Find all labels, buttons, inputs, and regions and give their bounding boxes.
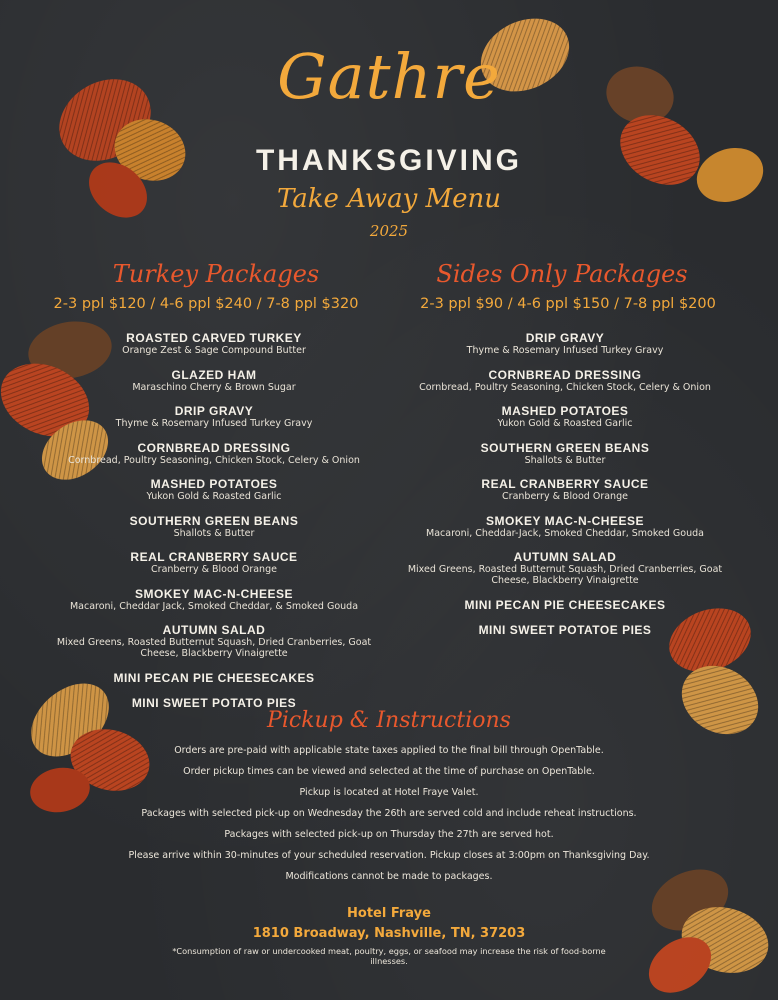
menu-item xyxy=(395,369,735,393)
menu-item xyxy=(395,515,735,539)
menu-item-name: CORNBREAD DRESSING xyxy=(488,367,642,382)
sides-packages-list xyxy=(395,332,735,650)
menu-item-description: Mixed Greens, Roasted Butternut Squash, Dried Cranberries, Goat Cheese, Blackberry Vinaigrette xyxy=(56,637,372,659)
menu-item-description: Yukon Gold & Roasted Garlic xyxy=(146,491,282,502)
menu-item-name: MINI SWEET POTATO PIES xyxy=(131,696,297,710)
sides-packages-heading: Sides Only Packages xyxy=(436,260,688,288)
menu-item-description: Macaroni, Cheddar Jack, Smoked Cheddar, & Smoked Gouda xyxy=(69,600,359,612)
instruction-line: Orders are pre-paid with applicable state taxes applied to the final bill through OpenTable. xyxy=(174,745,604,756)
menu-item xyxy=(44,515,384,539)
menu-item-description: Orange Zest & Sage Compound Butter xyxy=(122,345,306,356)
menu-item-name: SMOKEY MAC-N-CHEESE xyxy=(135,586,293,601)
menu-item xyxy=(44,442,384,466)
menu-item-description: Cornbread, Poultry Seasoning, Chicken Stock, Celery & Onion xyxy=(419,381,711,393)
menu-item xyxy=(395,599,735,612)
instruction-line: Order pickup times can be viewed and selected at the time of purchase on OpenTable. xyxy=(183,766,595,777)
menu-item-description: Yukon Gold & Roasted Garlic xyxy=(497,418,633,429)
menu-item xyxy=(395,405,735,429)
menu-item-name: MASHED POTATOES xyxy=(150,477,278,491)
menu-item xyxy=(44,332,384,356)
page-title: THANKSGIVING xyxy=(255,144,522,177)
menu-item-description: Maraschino Cherry & Brown Sugar xyxy=(132,381,296,393)
menu-item-name: MINI SWEET POTATOE PIES xyxy=(478,623,652,637)
menu-item-description: Cranberry & Blood Orange xyxy=(151,564,277,575)
menu-item-description: Cornbread, Poultry Seasoning, Chicken Stock, Celery & Onion xyxy=(68,454,360,466)
menu-item-name: AUTUMN SALAD xyxy=(513,550,617,564)
menu-item xyxy=(44,551,384,575)
menu-item xyxy=(395,442,735,466)
menu-item-name: REAL CRANBERRY SAUCE xyxy=(481,477,649,491)
brand-logo: Gathre xyxy=(277,40,501,113)
instruction-line: Please arrive within 30-minutes of your scheduled reservation. Pickup closes at 3:00pm on Thanksgiving Day. xyxy=(128,850,650,861)
instruction-line: Packages with selected pick-up on Wednesday the 26th are served cold and include reheat instructions. xyxy=(141,808,637,819)
sides-packages-pricing: 2-3 ppl $90 / 4-6 ppl $150 / 7-8 ppl $200 xyxy=(420,296,716,312)
menu-item xyxy=(395,332,735,356)
menu-item-name: SMOKEY MAC-N-CHEESE xyxy=(486,513,644,528)
pickup-instructions-list xyxy=(100,745,678,892)
menu-subtitle: Take Away Menu xyxy=(276,184,502,214)
hotel-address: 1810 Broadway, Nashville, TN, 37203 xyxy=(252,926,526,941)
hotel-name: Hotel Fraye xyxy=(347,906,431,921)
menu-item-name: DRIP GRAVY xyxy=(525,331,605,345)
pickup-instructions-heading: Pickup & Instructions xyxy=(267,708,511,733)
menu-item xyxy=(44,588,384,612)
menu-item-name: GLAZED HAM xyxy=(171,367,257,382)
instruction-line: Pickup is located at Hotel Fraye Valet. xyxy=(299,787,479,798)
menu-item xyxy=(395,624,735,637)
menu-item xyxy=(395,478,735,502)
menu-item-description: Macaroni, Cheddar-Jack, Smoked Cheddar, Smoked Gouda xyxy=(426,527,704,539)
menu-item-name: DRIP GRAVY xyxy=(174,404,254,418)
menu-item-name: ROASTED CARVED TURKEY xyxy=(126,331,302,345)
menu-item xyxy=(44,624,384,659)
menu-item-description: Mixed Greens, Roasted Butternut Squash, Dried Cranberries, Goat Cheese, Blackberry Vinaigrette xyxy=(407,564,723,586)
menu-item-name: AUTUMN SALAD xyxy=(162,623,266,637)
menu-item-name: MINI PECAN PIE CHEESECAKES xyxy=(464,597,666,612)
menu-item xyxy=(44,672,384,685)
turkey-packages-heading: Turkey Packages xyxy=(112,260,320,288)
menu-item-name: CORNBREAD DRESSING xyxy=(137,440,291,455)
menu-item xyxy=(44,369,384,393)
instruction-line: Packages with selected pick-up on Thursday the 27th are served hot. xyxy=(224,829,554,840)
menu-item xyxy=(44,405,384,429)
menu-item-description: Shallots & Butter xyxy=(524,454,606,466)
turkey-packages-list xyxy=(44,332,384,723)
menu-item-name: MASHED POTATOES xyxy=(501,404,629,418)
menu-item-description: Thyme & Rosemary Infused Turkey Gravy xyxy=(466,345,664,356)
hotel-address-block xyxy=(0,904,778,944)
menu-item-description: Thyme & Rosemary Infused Turkey Gravy xyxy=(115,418,313,429)
turkey-packages-pricing: 2-3 ppl $120 / 4-6 ppl $240 / 7-8 ppl $320 xyxy=(53,296,359,312)
menu-item-description: Cranberry & Blood Orange xyxy=(502,491,628,502)
menu-item-name: SOUTHERN GREEN BEANS xyxy=(480,440,650,455)
menu-item-description: Shallots & Butter xyxy=(173,527,255,539)
menu-item-name: MINI PECAN PIE CHEESECAKES xyxy=(113,670,315,685)
instruction-line: Modifications cannot be made to packages. xyxy=(285,871,493,882)
food-safety-disclaimer: *Consumption of raw or undercooked meat, poultry, eggs, or seafood may increase the risk of food-borne illnesses. xyxy=(172,946,606,966)
menu-item xyxy=(44,478,384,502)
menu-year: 2025 xyxy=(369,222,409,240)
menu-item xyxy=(395,551,735,586)
menu-item-name: REAL CRANBERRY SAUCE xyxy=(130,550,298,564)
menu-item-name: SOUTHERN GREEN BEANS xyxy=(129,513,299,528)
